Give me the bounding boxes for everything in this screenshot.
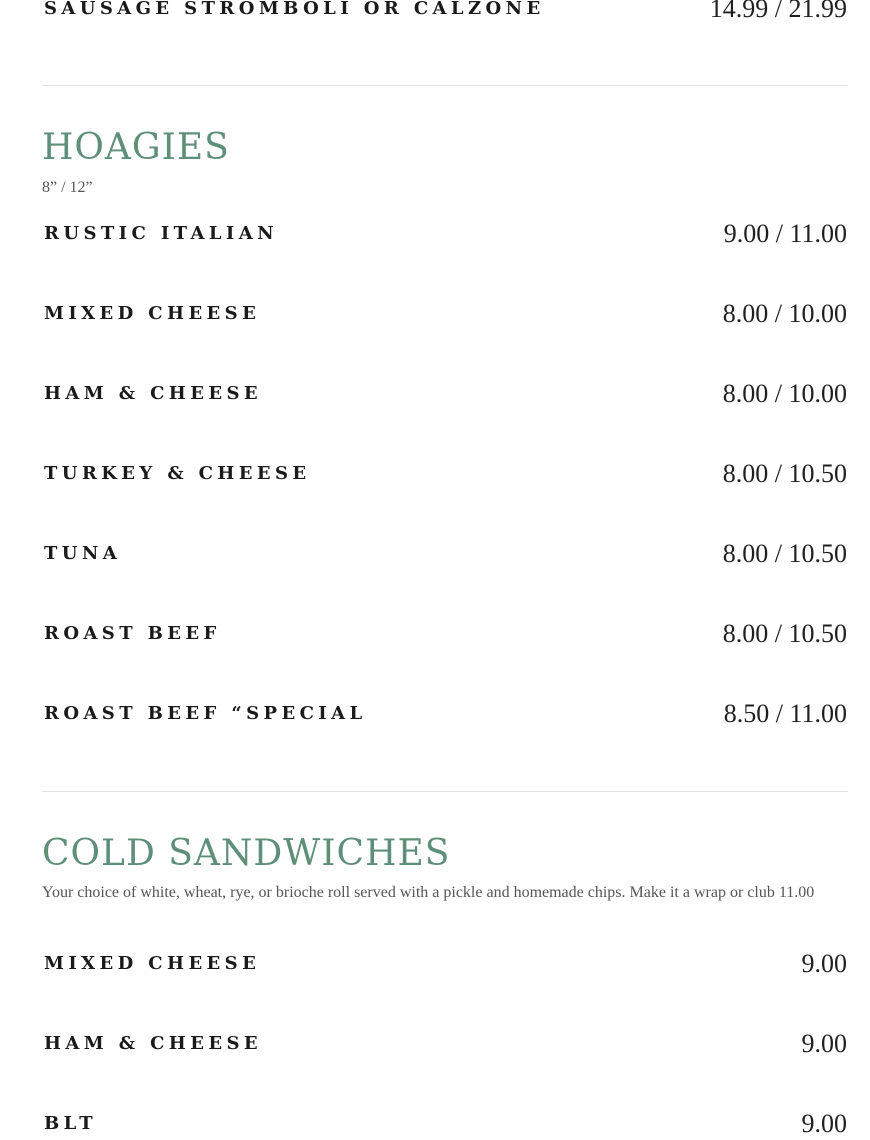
item-name: HAM & CHEESE bbox=[44, 383, 262, 404]
item-name: SAUSAGE STROMBOLI OR CALZONE bbox=[44, 0, 545, 19]
menu-item bbox=[44, 459, 847, 503]
item-price: 9.00 bbox=[801, 949, 847, 978]
menu-item bbox=[44, 1029, 847, 1073]
item-name: ROAST BEEF “SPECIAL bbox=[44, 703, 367, 724]
section-title-hoagies: HOAGIES bbox=[42, 127, 230, 168]
item-name: RUSTIC ITALIAN bbox=[44, 223, 278, 244]
item-price: 8.00 / 10.50 bbox=[722, 539, 847, 568]
menu-item bbox=[44, 299, 847, 343]
menu-item bbox=[44, 699, 847, 743]
section-note-hoagies: 8” / 12” bbox=[42, 179, 93, 196]
item-name: TUNA bbox=[44, 543, 122, 564]
item-price: 8.00 / 10.50 bbox=[722, 459, 847, 488]
item-name: HAM & CHEESE bbox=[44, 1033, 262, 1054]
item-price: 8.50 / 11.00 bbox=[723, 699, 847, 728]
section-note-cold-sandwiches: Your choice of white, wheat, rye, or brioche roll served with a pickle and homemade chips. Make it a wrap or club 11.00 bbox=[42, 884, 815, 901]
item-price: 9.00 bbox=[801, 1109, 847, 1138]
item-name: TURKEY & CHEESE bbox=[44, 463, 311, 484]
menu-item bbox=[44, 1098, 847, 1138]
item-price: 8.00 / 10.50 bbox=[722, 619, 847, 648]
section-divider bbox=[42, 85, 848, 86]
item-price: 8.00 / 10.00 bbox=[722, 299, 847, 328]
menu-item bbox=[44, 619, 847, 663]
item-price: 9.00 bbox=[801, 1029, 847, 1058]
menu-item bbox=[44, 379, 847, 423]
menu-item-stromboli bbox=[44, 0, 847, 38]
section-title-cold-sandwiches: COLD SANDWICHES bbox=[42, 833, 451, 874]
item-name: MIXED CHEESE bbox=[44, 303, 261, 324]
item-name: ROAST BEEF bbox=[44, 623, 221, 644]
item-price: 8.00 / 10.00 bbox=[722, 379, 847, 408]
item-price: 9.00 / 11.00 bbox=[723, 219, 847, 248]
item-name: MIXED CHEESE bbox=[44, 953, 261, 974]
menu-item bbox=[44, 539, 847, 583]
item-price: 14.99 / 21.99 bbox=[709, 0, 847, 23]
menu-item bbox=[44, 219, 847, 263]
menu-item bbox=[44, 949, 847, 993]
section-divider bbox=[42, 791, 848, 792]
item-name: BLT bbox=[44, 1113, 97, 1134]
